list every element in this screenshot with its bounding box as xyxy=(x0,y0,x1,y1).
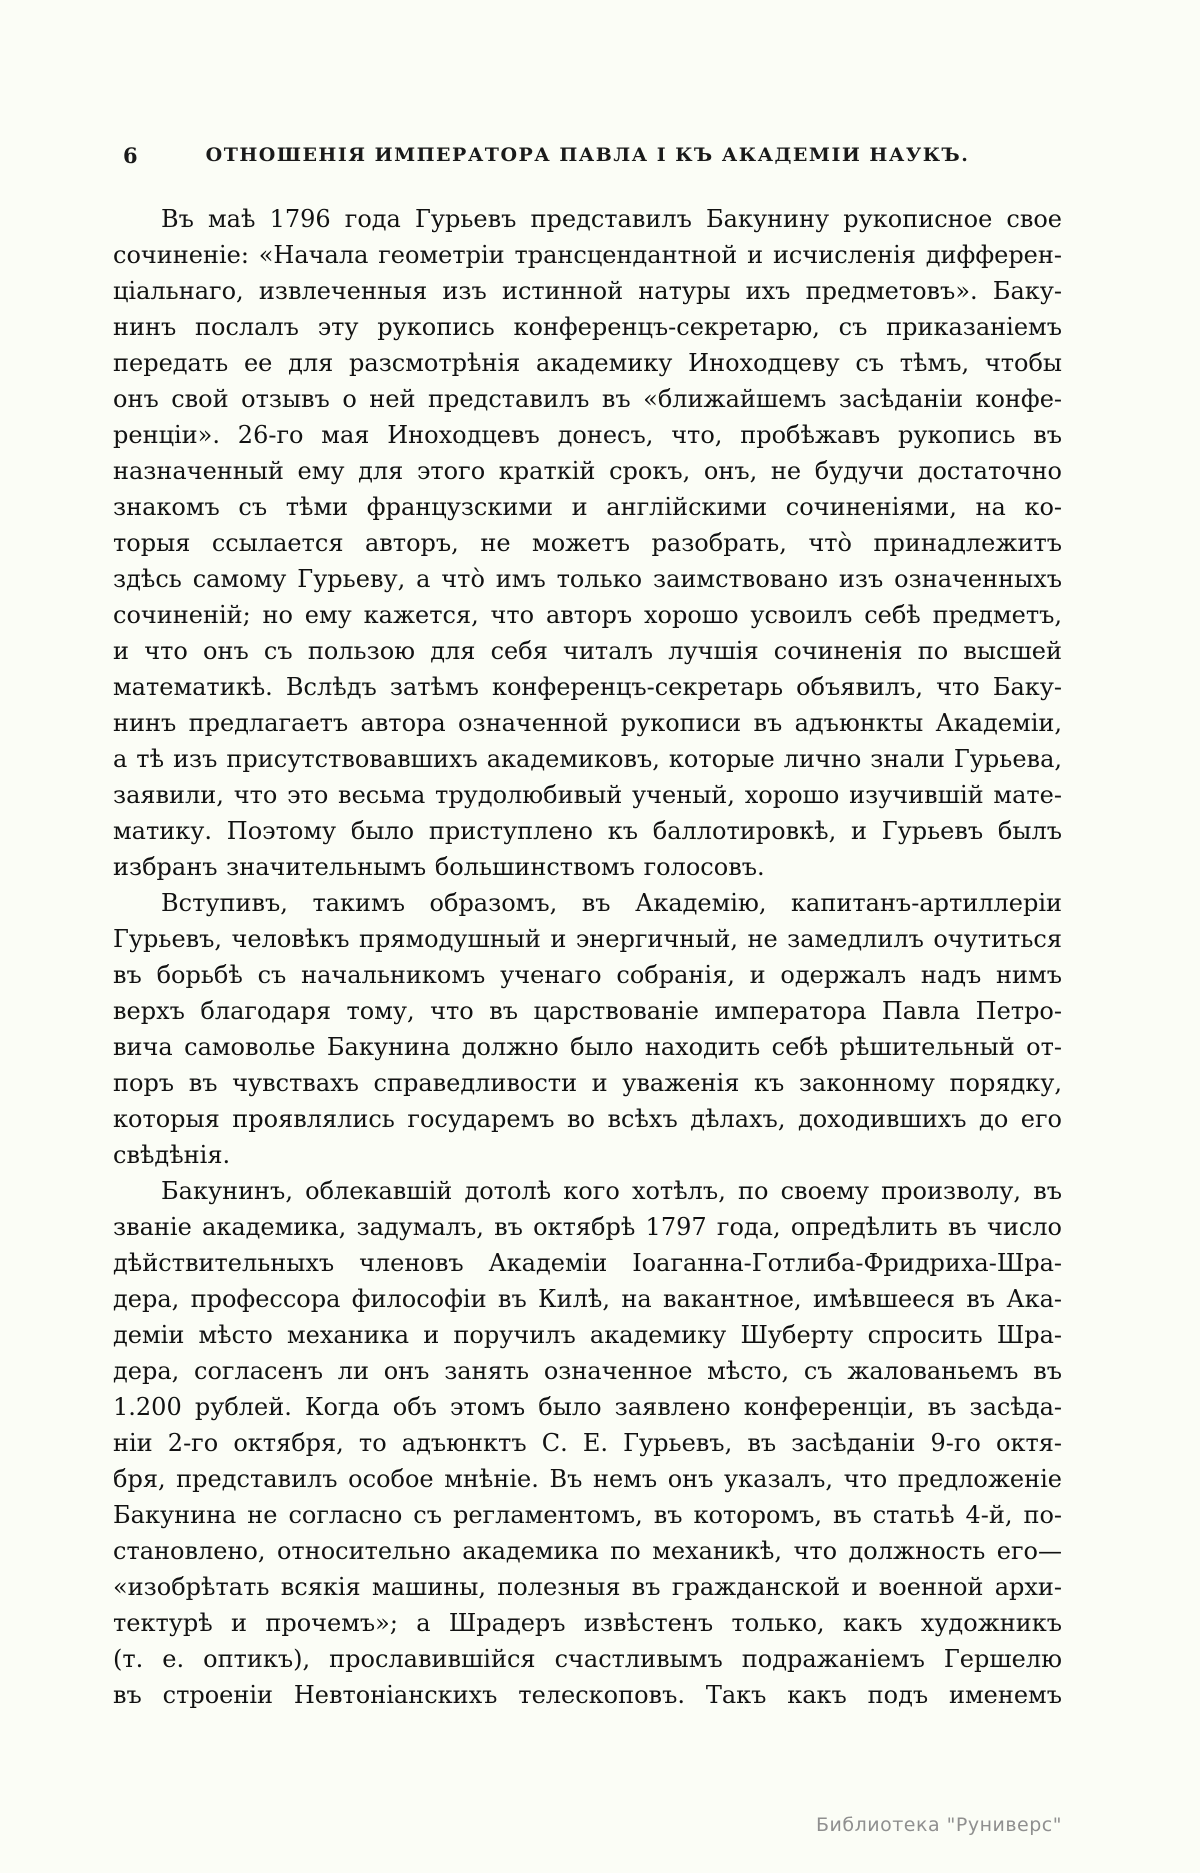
paragraph xyxy=(113,201,1062,885)
page-header xyxy=(113,141,1062,171)
text-line: Гурьевъ, человѣкъ прямодушный и энергичный, не замедлилъ очутиться xyxy=(113,925,1062,953)
text-line: деміи мѣсто механика и поручилъ академику Шуберту спросить Шра- xyxy=(113,1321,1062,1349)
text-line: заявили, что это весьма трудолюбивый ученый, хорошо изучившій мате- xyxy=(113,781,1062,809)
running-title: ОТНОШЕНІЯ ИМПЕРАТОРА ПАВЛА I КЪ АКАДЕМІИ НАУКЪ. xyxy=(205,144,970,166)
text-line: и что онъ съ пользою для себя читалъ лучшія сочиненія по высшей xyxy=(113,637,1062,665)
text-line: тектурѣ и прочемъ»; а Шрадеръ извѣстенъ только, какъ художникъ xyxy=(113,1609,1062,1637)
text-line: нинъ послалъ эту рукопись конференцъ-секретарю, съ приказаніемъ xyxy=(113,313,1062,341)
text-line: избранъ значительнымъ большинствомъ голосовъ. xyxy=(113,853,765,881)
text-line: Вступивъ, такимъ образомъ, въ Академію, капитанъ-артиллеріи xyxy=(161,889,1062,917)
text-line: торыя ссылается авторъ, не можетъ разобрать, что̀ принадлежитъ xyxy=(113,529,1062,557)
text-line: въ строеніи Невтоніанскихъ телескоповъ. Такъ какъ подъ именемъ xyxy=(113,1681,1062,1709)
text-line: (т. е. оптикъ), прославившійся счастливымъ подражаніемъ Гершелю xyxy=(113,1645,1062,1673)
text-line: верхъ благодаря тому, что въ царствованіе императора Павла Петро- xyxy=(113,997,1062,1025)
text-line: сочиненіе: «Начала геометріи трансцендантной и исчисленія дифферен- xyxy=(113,241,1062,269)
text-line: нинъ предлагаетъ автора означенной рукописи въ адъюнкты Академіи, xyxy=(113,709,1062,737)
watermark-label: Библиотека "Руниверс" xyxy=(816,1814,1062,1836)
text-block xyxy=(113,201,1062,1713)
paragraph xyxy=(113,885,1062,1173)
text-line: сочиненій; но ему кажется, что авторъ хорошо усвоилъ себѣ предметъ, xyxy=(113,601,1062,629)
text-line: дѣйствительныхъ членовъ Академіи Іоаганна-Готлиба-Фридриха-Шра- xyxy=(113,1249,1062,1277)
text-line: званіе академика, задумалъ, въ октябрѣ 1797 года, опредѣлить въ число xyxy=(113,1213,1062,1241)
text-line: ренціи». 26-го мая Иноходцевъ донесъ, что, пробѣжавъ рукопись въ xyxy=(113,421,1062,449)
text-line: математикѣ. Вслѣдъ затѣмъ конференцъ-секретарь объявилъ, что Баку- xyxy=(113,673,1062,701)
text-line: дера, согласенъ ли онъ занять означенное мѣсто, съ жалованьемъ въ xyxy=(113,1357,1062,1385)
text-line: становлено, относительно академика по механикѣ, что должность его— xyxy=(113,1537,1062,1565)
text-line: 1.200 рублей. Когда объ этомъ было заявлено конференціи, въ засѣда- xyxy=(113,1393,1062,1421)
text-line: матику. Поэтому было приступлено къ баллотировкѣ, и Гурьевъ былъ xyxy=(113,817,1062,845)
text-line: въ борьбѣ съ начальникомъ ученаго собранія, и одержалъ надъ нимъ xyxy=(113,961,1062,989)
text-line: поръ въ чувствахъ справедливости и уваженія къ законному порядку, xyxy=(113,1069,1062,1097)
text-line: вича самоволье Бакунина должно было находить себѣ рѣшительный от- xyxy=(113,1033,1062,1061)
text-line: а тѣ изъ присутствовавшихъ академиковъ, которые лично знали Гурьева, xyxy=(113,745,1062,773)
text-line: назначенный ему для этого краткій срокъ, онъ, не будучи достаточно xyxy=(113,457,1062,485)
text-line: свѣдѣнія. xyxy=(113,1141,231,1169)
text-line: ціальнаго, извлеченныя изъ истинной натуры ихъ предметовъ». Баку- xyxy=(113,277,1062,305)
text-line: Бакунинъ, облекавшій дотолѣ кого хотѣлъ, по своему произволу, въ xyxy=(161,1177,1062,1205)
text-line: которыя проявлялись государемъ во всѣхъ дѣлахъ, доходившихъ до его xyxy=(113,1105,1062,1133)
text-line: «изобрѣтать всякія машины, полезныя въ гражданской и военной архи- xyxy=(113,1573,1062,1601)
text-line: Бакунина не согласно съ регламентомъ, въ которомъ, въ статьѣ 4-й, по- xyxy=(113,1501,1062,1529)
text-line: бря, представилъ особое мнѣніе. Въ немъ онъ указалъ, что предложеніе xyxy=(113,1465,1062,1493)
page-number: 6 xyxy=(123,143,138,168)
text-line: знакомъ съ тѣми французскими и англійскими сочиненіями, на ко- xyxy=(113,493,1062,521)
text-line: Въ маѣ 1796 года Гурьевъ представилъ Бакунину рукописное свое xyxy=(161,205,1062,233)
text-line: передать ее для разсмотрѣнія академику Иноходцеву съ тѣмъ, чтобы xyxy=(113,349,1062,377)
paragraph xyxy=(113,1173,1062,1713)
text-line: здѣсь самому Гурьеву, а что̀ имъ только заимствовано изъ означенныхъ xyxy=(113,565,1062,593)
text-line: ніи 2-го октября, то адъюнктъ С. Е. Гурьевъ, въ засѣданіи 9-го октя- xyxy=(113,1429,1062,1457)
text-line: онъ свой отзывъ о ней представилъ въ «ближайшемъ засѣданіи конфе- xyxy=(113,385,1062,413)
text-line: дера, профессора философіи въ Килѣ, на вакантное, имѣвшееся въ Ака- xyxy=(113,1285,1062,1313)
